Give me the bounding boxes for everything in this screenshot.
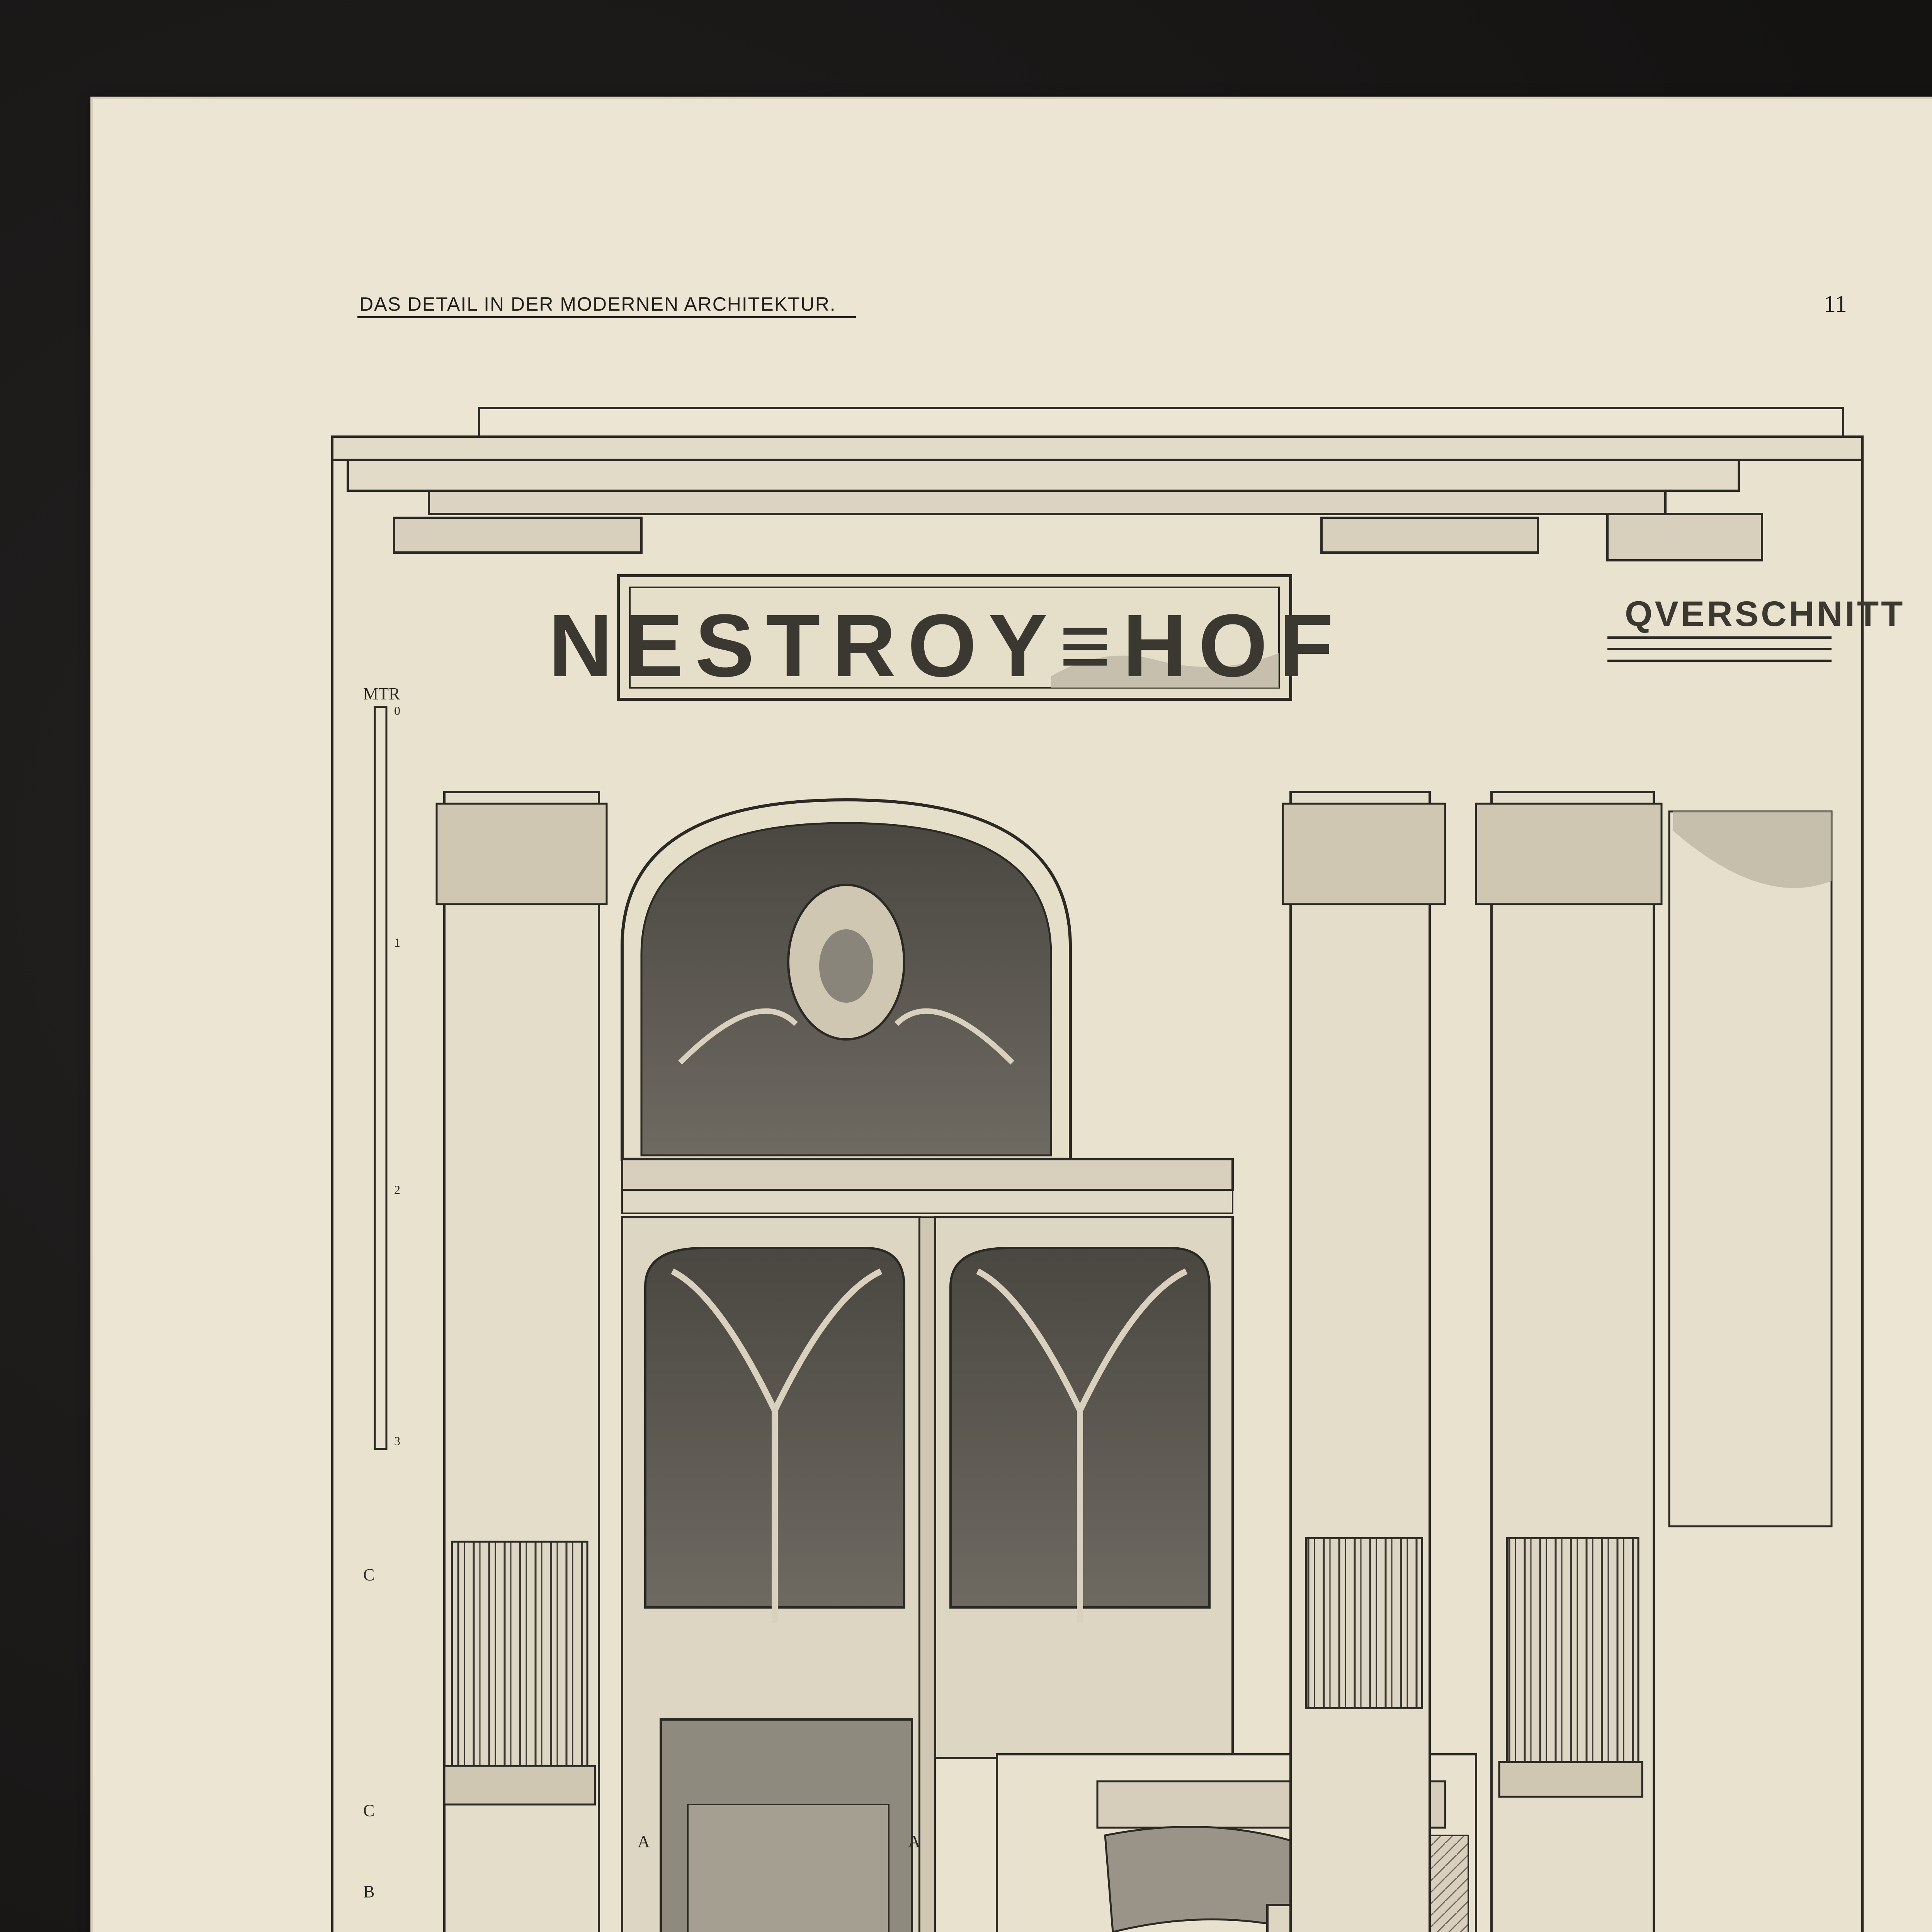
scale-tick-0: 0: [394, 704, 400, 718]
section-mark-c: C: [363, 1801, 375, 1820]
scale-tick-2: 2: [394, 1183, 400, 1197]
scale-tick-1: 1: [394, 935, 400, 949]
section-mark-a: A: [638, 1832, 650, 1851]
section-mark-c: C: [363, 1565, 375, 1584]
sign-panel: [548, 576, 1345, 699]
left-pilaster: [437, 792, 607, 1932]
page-number: 11: [1824, 291, 1847, 317]
section-mark-a: A: [908, 1832, 920, 1851]
section-label: QVERSCHNITT: [1625, 594, 1905, 634]
series-title: DAS DETAIL IN DER MODERNEN ARCHITEKTUR.: [359, 293, 836, 315]
scale-label: MTR: [363, 684, 400, 703]
portal-elevation-drawing: [332, 406, 1905, 1932]
scale-tick-3: 3: [394, 1434, 400, 1448]
architectural-drawing: [332, 406, 1905, 1932]
sign-lettering: NESTROY≡HOF: [548, 596, 1345, 695]
header-underline: [357, 316, 856, 318]
section-mark-b: B: [363, 1882, 375, 1901]
